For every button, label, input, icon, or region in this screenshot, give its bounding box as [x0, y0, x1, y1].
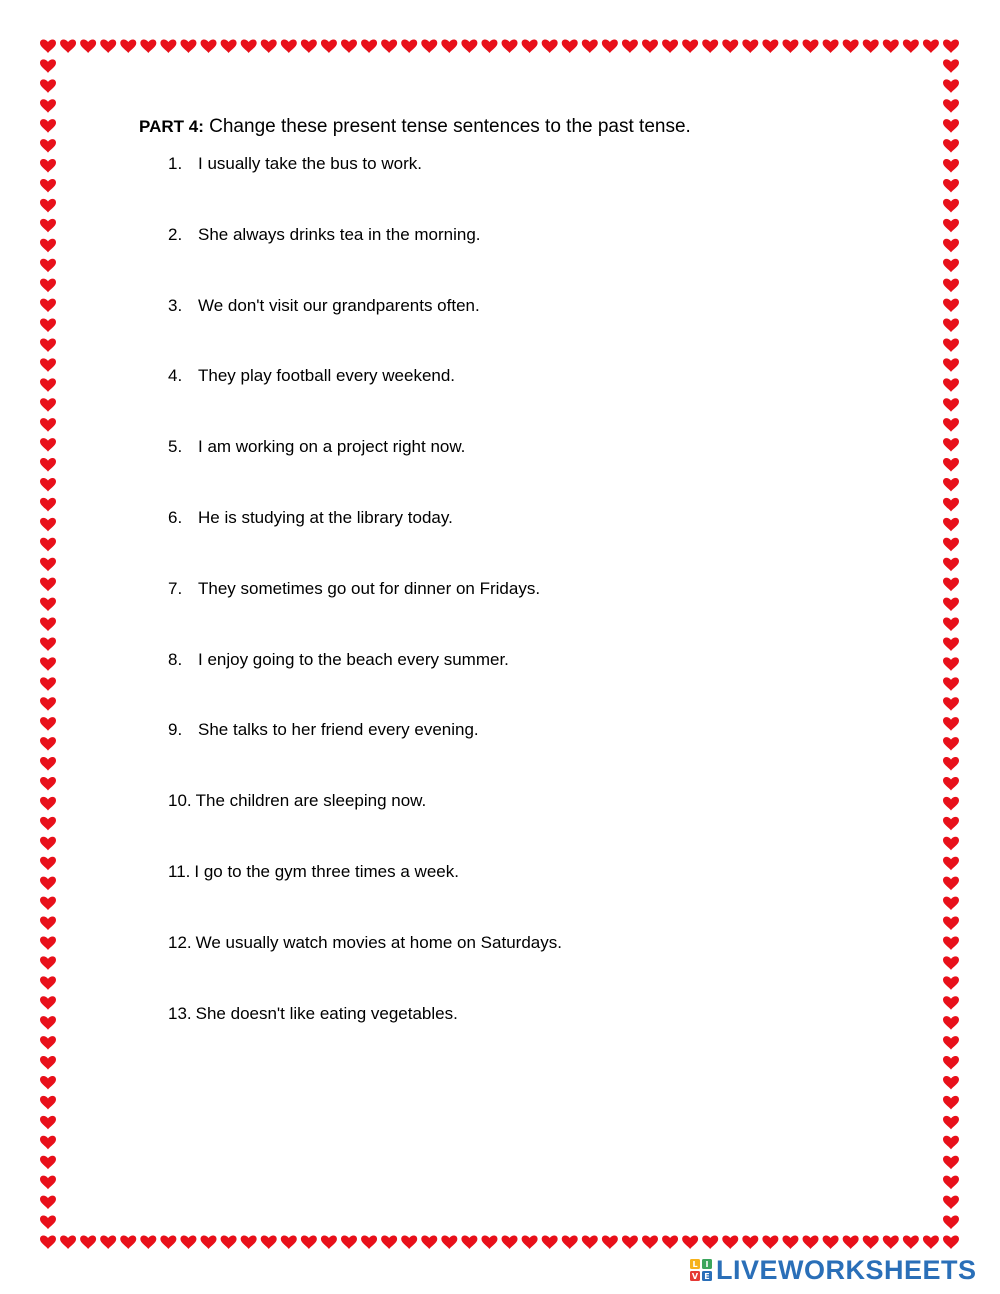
heart-icon — [943, 279, 959, 293]
heart-icon — [40, 637, 56, 651]
heart-icon — [261, 1235, 277, 1249]
heart-icon — [40, 79, 56, 93]
heart-icon — [40, 39, 56, 53]
heart-icon — [120, 1235, 136, 1249]
heart-icon — [301, 1235, 317, 1249]
heart-icon — [702, 1235, 718, 1249]
heart-icon — [40, 358, 56, 372]
heart-icon — [943, 936, 959, 950]
heart-icon — [40, 737, 56, 751]
list-item — [168, 224, 562, 295]
heart-icon — [943, 458, 959, 472]
item-number: 2. — [168, 224, 183, 244]
heart-icon — [40, 1136, 56, 1150]
heart-icon — [40, 976, 56, 990]
heart-icon — [682, 39, 698, 53]
heart-icon — [40, 418, 56, 432]
heart-icon — [401, 39, 417, 53]
heart-icon — [943, 637, 959, 651]
heart-icon — [923, 1235, 939, 1249]
heart-icon — [823, 1235, 839, 1249]
heart-icon — [40, 1036, 56, 1050]
heart-icon — [421, 39, 437, 53]
heart-icon — [221, 39, 237, 53]
heart-icon — [903, 39, 919, 53]
item-number: 8. — [168, 649, 183, 669]
heart-icon — [943, 338, 959, 352]
svg-text:V: V — [691, 1272, 699, 1281]
heart-icon — [321, 1235, 337, 1249]
heart-icon — [662, 39, 678, 53]
heart-icon — [943, 1076, 959, 1090]
heart-icon — [943, 1196, 959, 1210]
heart-icon — [943, 99, 959, 113]
item-number: 9. — [168, 720, 183, 740]
heart-icon — [40, 1156, 56, 1170]
heart-icon — [762, 39, 778, 53]
heart-icon — [943, 1096, 959, 1110]
heart-icon — [943, 618, 959, 632]
heart-icon — [40, 279, 56, 293]
heart-icon — [281, 39, 297, 53]
heart-icon — [542, 39, 558, 53]
item-number: 10. — [168, 791, 192, 811]
heart-icon — [843, 39, 859, 53]
heart-icon — [40, 558, 56, 572]
heart-icon — [562, 39, 578, 53]
liveworksheets-logo-text: LIVEWORKSHEETS — [716, 1254, 977, 1285]
heart-icon — [40, 1076, 56, 1090]
svg-text:I: I — [705, 1260, 709, 1269]
heart-icon — [542, 1235, 558, 1249]
heart-icon — [401, 1235, 417, 1249]
heart-icon — [582, 1235, 598, 1249]
heart-icon — [160, 39, 176, 53]
heart-icon — [943, 199, 959, 213]
heart-icon — [742, 1235, 758, 1249]
heart-icon — [943, 797, 959, 811]
heart-icon — [562, 1235, 578, 1249]
heart-icon — [341, 1235, 357, 1249]
heart-icon — [943, 1056, 959, 1070]
heart-icon — [180, 39, 196, 53]
heart-icon — [943, 79, 959, 93]
heart-icon — [943, 39, 959, 53]
heart-icon — [943, 219, 959, 233]
heart-icon — [40, 618, 56, 632]
heart-icon — [40, 199, 56, 213]
heart-icon — [943, 897, 959, 911]
heart-icon — [40, 538, 56, 552]
item-sentence: He is studying at the library today. — [198, 507, 453, 527]
heart-icon — [40, 956, 56, 970]
item-number: 7. — [168, 578, 183, 598]
heart-icon — [943, 378, 959, 392]
list-item — [168, 153, 562, 224]
heart-icon — [40, 857, 56, 871]
svg-text:E: E — [704, 1272, 710, 1281]
heart-icon — [642, 1235, 658, 1249]
heart-icon — [40, 598, 56, 612]
heart-icon — [923, 39, 939, 53]
heart-icon — [943, 398, 959, 412]
heart-icon — [40, 159, 56, 173]
item-number: 13. — [168, 1003, 192, 1023]
heart-icon — [60, 39, 76, 53]
heart-icon — [120, 39, 136, 53]
item-sentence: I usually take the bus to work. — [198, 154, 422, 173]
heart-icon — [742, 39, 758, 53]
heart-icon — [461, 1235, 477, 1249]
heart-icon — [943, 1016, 959, 1030]
heart-icon — [100, 39, 116, 53]
heart-icon — [160, 1235, 176, 1249]
heart-icon — [241, 1235, 257, 1249]
heart-icon — [140, 39, 156, 53]
item-number: 4. — [168, 366, 183, 386]
heart-icon — [943, 239, 959, 253]
heart-icon — [582, 39, 598, 53]
heart-icon — [461, 39, 477, 53]
heart-icon — [40, 338, 56, 352]
heart-icon — [40, 1176, 56, 1190]
heart-icon — [803, 1235, 819, 1249]
heart-icon — [40, 378, 56, 392]
heart-icon — [522, 39, 538, 53]
heart-icon — [943, 438, 959, 452]
item-sentence: I am working on a project right now. — [198, 437, 466, 457]
item-number: 6. — [168, 507, 183, 527]
heart-icon — [40, 757, 56, 771]
heart-icon — [40, 1235, 56, 1249]
heart-icon — [943, 697, 959, 711]
heart-icon — [943, 59, 959, 73]
heart-icon — [943, 1136, 959, 1150]
list-item — [168, 295, 562, 366]
heart-icon — [40, 657, 56, 671]
heart-icon — [843, 1235, 859, 1249]
heart-icon — [40, 299, 56, 313]
heart-icon — [943, 1116, 959, 1130]
heart-icon — [40, 139, 56, 153]
heart-icon — [863, 39, 879, 53]
heart-icon — [40, 677, 56, 691]
heart-icon — [361, 1235, 377, 1249]
heart-icon — [40, 1196, 56, 1210]
heart-icon — [762, 1235, 778, 1249]
heart-icon — [40, 99, 56, 113]
heart-icon — [722, 39, 738, 53]
heart-icon — [943, 478, 959, 492]
heart-icon — [943, 1216, 959, 1230]
heart-icon — [321, 39, 337, 53]
heart-icon — [943, 877, 959, 891]
heart-icon — [943, 598, 959, 612]
heart-icon — [40, 936, 56, 950]
item-sentence: She always drinks tea in the morning. — [198, 224, 481, 244]
heart-icon — [943, 159, 959, 173]
heart-icon — [883, 39, 899, 53]
heart-icon — [943, 837, 959, 851]
item-sentence: She talks to her friend every evening. — [198, 720, 479, 740]
heart-icon — [40, 797, 56, 811]
heart-icon — [241, 39, 257, 53]
heart-icon — [943, 1036, 959, 1050]
heart-icon — [40, 1096, 56, 1110]
heart-icon — [943, 657, 959, 671]
item-sentence: She doesn't like eating vegetables. — [195, 1003, 458, 1023]
heart-icon — [943, 578, 959, 592]
heart-icon — [943, 1176, 959, 1190]
list-item — [168, 578, 562, 649]
heart-icon — [943, 418, 959, 432]
item-sentence: We don't visit our grandparents often. — [198, 295, 480, 315]
heart-icon — [943, 1235, 959, 1249]
heart-icon — [943, 956, 959, 970]
svg-text:L: L — [692, 1260, 698, 1269]
heart-icon — [943, 857, 959, 871]
heart-icon — [682, 1235, 698, 1249]
heart-icon — [502, 1235, 518, 1249]
item-number: 5. — [168, 437, 183, 457]
instruction-heading — [139, 116, 691, 138]
heart-icon — [381, 1235, 397, 1249]
heart-icon — [722, 1235, 738, 1249]
heart-icon — [803, 39, 819, 53]
heart-icon — [40, 897, 56, 911]
heart-icon — [40, 717, 56, 731]
heart-icon — [943, 817, 959, 831]
heart-icon — [943, 139, 959, 153]
heart-icon — [40, 438, 56, 452]
heart-icon — [782, 1235, 798, 1249]
heart-icon — [40, 837, 56, 851]
heart-icon — [441, 1235, 457, 1249]
heart-icon — [943, 737, 959, 751]
list-item — [168, 1003, 562, 1074]
heart-icon — [40, 877, 56, 891]
heart-icon — [140, 1235, 156, 1249]
heart-icon — [40, 398, 56, 412]
heart-icon — [642, 39, 658, 53]
heart-icon — [943, 558, 959, 572]
item-number: 12. — [168, 932, 192, 952]
heart-icon — [221, 1235, 237, 1249]
heart-icon — [40, 996, 56, 1010]
liveworksheets-logo — [690, 1255, 977, 1285]
list-item — [168, 719, 562, 790]
heart-icon — [261, 39, 277, 53]
heart-icon — [943, 179, 959, 193]
heart-icon — [903, 1235, 919, 1249]
heart-icon — [662, 1235, 678, 1249]
item-sentence: The children are sleeping now. — [195, 791, 427, 811]
item-number: 1. — [168, 154, 183, 173]
heart-icon — [943, 976, 959, 990]
heart-icon — [60, 1235, 76, 1249]
heart-icon — [481, 39, 497, 53]
heart-icon — [40, 239, 56, 253]
heart-icon — [40, 697, 56, 711]
heart-icon — [40, 578, 56, 592]
heart-icon — [40, 259, 56, 273]
item-number: 11. — [168, 861, 191, 881]
heart-icon — [40, 817, 56, 831]
heart-icon — [481, 1235, 497, 1249]
heart-icon — [40, 119, 56, 133]
heart-icon — [943, 677, 959, 691]
heart-icon — [100, 1235, 116, 1249]
heart-icon — [441, 39, 457, 53]
heart-icon — [341, 39, 357, 53]
heart-icon — [40, 319, 56, 333]
heart-icon — [943, 358, 959, 372]
heart-icon — [863, 1235, 879, 1249]
heart-icon — [40, 219, 56, 233]
item-sentence: We usually watch movies at home on Saturdays. — [195, 932, 562, 952]
heart-icon — [943, 1156, 959, 1170]
heart-icon — [943, 996, 959, 1010]
list-item — [168, 861, 562, 932]
heart-icon — [40, 1116, 56, 1130]
heart-icon — [823, 39, 839, 53]
heart-icon — [943, 917, 959, 931]
heart-icon — [702, 39, 718, 53]
list-item — [168, 790, 562, 861]
heart-icon — [943, 777, 959, 791]
heart-icon — [201, 1235, 217, 1249]
heart-icon — [782, 39, 798, 53]
heart-icon — [943, 538, 959, 552]
heart-icon — [40, 498, 56, 512]
sentence-list — [168, 153, 562, 1073]
item-sentence: I enjoy going to the beach every summer. — [198, 649, 509, 669]
heart-icon — [943, 119, 959, 133]
heart-icon — [602, 39, 618, 53]
heart-icon — [180, 1235, 196, 1249]
heart-icon — [502, 39, 518, 53]
heart-icon — [943, 299, 959, 313]
heart-icon — [281, 1235, 297, 1249]
list-item — [168, 365, 562, 436]
heart-icon — [622, 39, 638, 53]
list-item — [168, 649, 562, 720]
heart-icon — [40, 59, 56, 73]
heart-icon — [943, 717, 959, 731]
heart-icon — [602, 1235, 618, 1249]
heart-icon — [622, 1235, 638, 1249]
part-label: PART 4: — [139, 117, 204, 136]
heart-icon — [40, 917, 56, 931]
heart-icon — [40, 179, 56, 193]
heart-icon — [381, 39, 397, 53]
heart-icon — [301, 39, 317, 53]
liveworksheets-logo-icon — [690, 1259, 712, 1281]
heart-icon — [883, 1235, 899, 1249]
heart-icon — [80, 39, 96, 53]
heart-icon — [40, 458, 56, 472]
list-item — [168, 507, 562, 578]
heart-icon — [361, 39, 377, 53]
heart-icon — [40, 1056, 56, 1070]
item-number: 3. — [168, 295, 183, 315]
instruction-text: Change these present tense sentences to the past tense. — [209, 116, 691, 137]
heart-icon — [421, 1235, 437, 1249]
list-item — [168, 436, 562, 507]
list-item — [168, 932, 562, 1003]
item-sentence: They play football every weekend. — [198, 366, 456, 386]
heart-icon — [943, 498, 959, 512]
heart-icon — [943, 319, 959, 333]
item-sentence: I go to the gym three times a week. — [194, 861, 459, 881]
heart-icon — [943, 757, 959, 771]
heart-icon — [943, 518, 959, 532]
heart-icon — [522, 1235, 538, 1249]
item-sentence: They sometimes go out for dinner on Fridays. — [198, 578, 541, 598]
heart-icon — [40, 478, 56, 492]
heart-icon — [40, 1216, 56, 1230]
heart-icon — [40, 1016, 56, 1030]
heart-icon — [80, 1235, 96, 1249]
heart-icon — [943, 259, 959, 273]
heart-icon — [201, 39, 217, 53]
heart-icon — [40, 518, 56, 532]
heart-icon — [40, 777, 56, 791]
